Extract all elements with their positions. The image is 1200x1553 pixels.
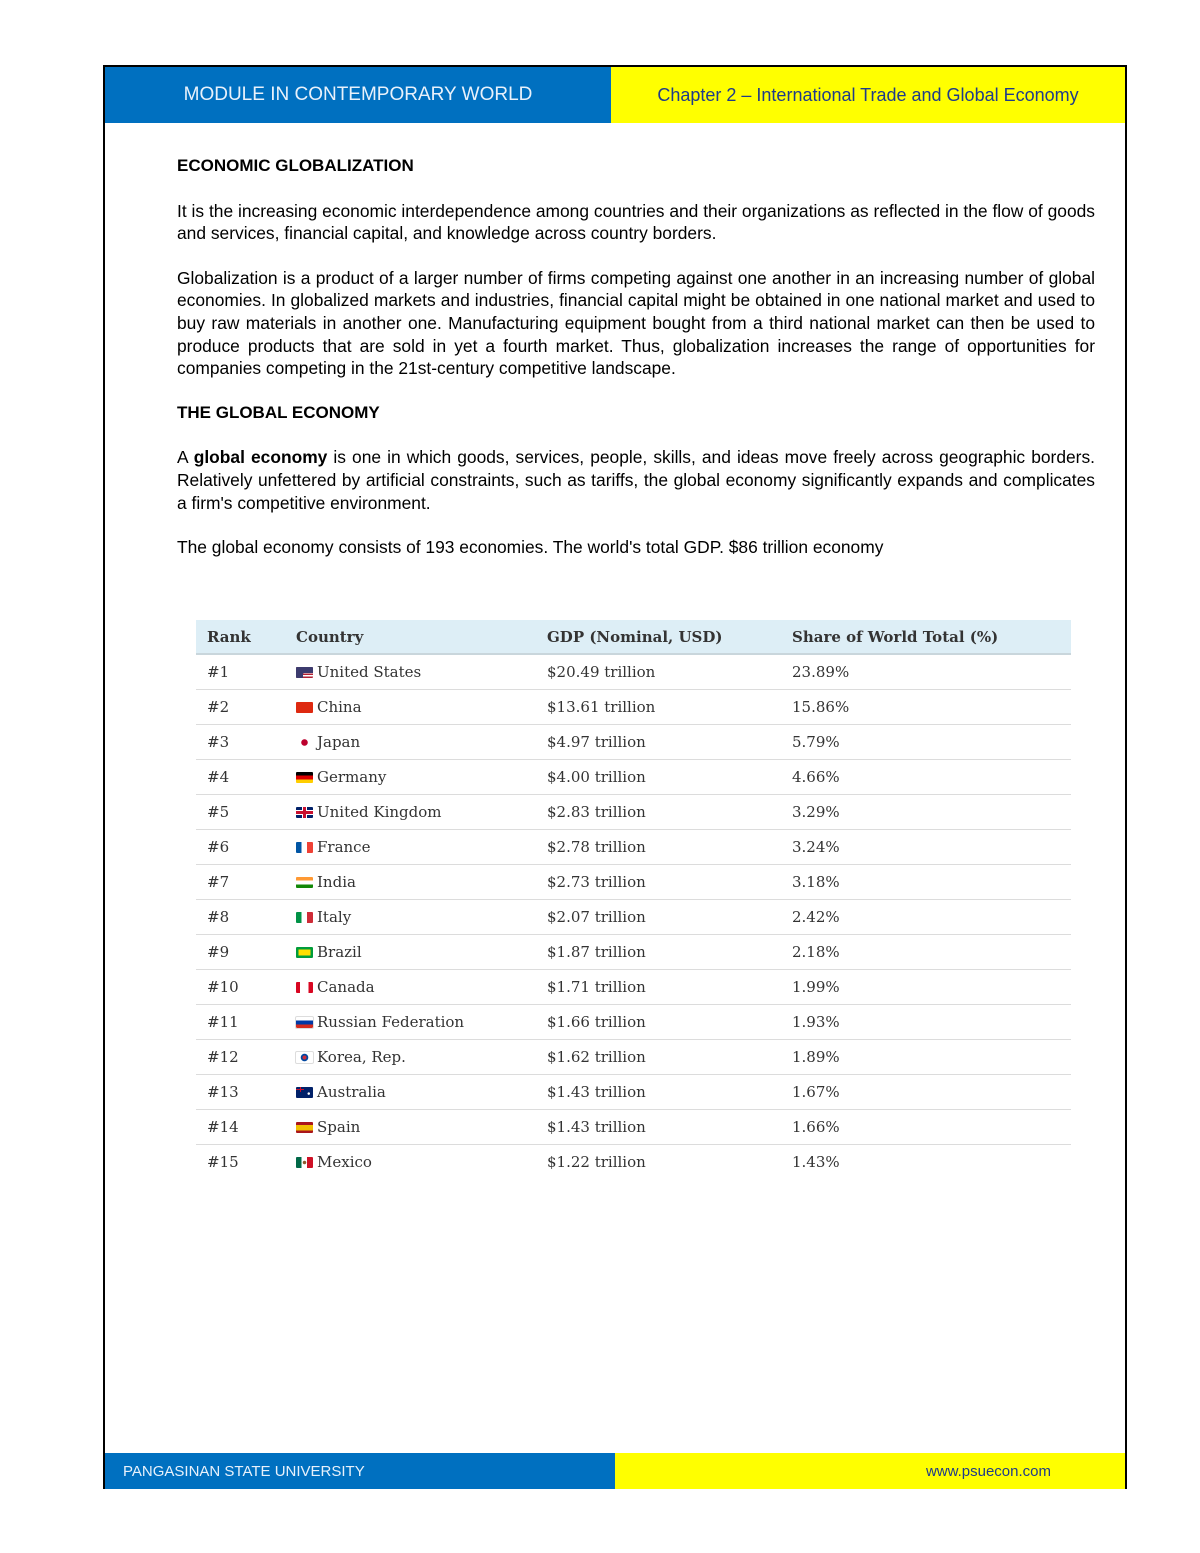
table-row — [196, 1110, 1071, 1145]
country-name: Canada — [317, 978, 375, 996]
cell-rank: #9 — [196, 935, 285, 970]
cell-rank: #6 — [196, 830, 285, 865]
it-flag-icon — [296, 912, 313, 923]
gdp-table — [196, 620, 1071, 1172]
cell-share: 15.86% — [781, 690, 1071, 725]
cell-gdp: $1.66 trillion — [536, 1005, 781, 1040]
table-row — [196, 795, 1071, 830]
cell-rank: #8 — [196, 900, 285, 935]
cell-country — [285, 654, 536, 690]
country-name: Brazil — [317, 943, 362, 961]
cell-country — [285, 970, 536, 1005]
cell-share: 2.42% — [781, 900, 1071, 935]
table-row — [196, 935, 1071, 970]
footer-website: www.psuecon.com — [615, 1453, 1125, 1489]
cell-gdp: $20.49 trillion — [536, 654, 781, 690]
cell-rank: #7 — [196, 865, 285, 900]
us-flag-icon — [296, 667, 313, 678]
cell-rank: #4 — [196, 760, 285, 795]
table-header-row — [196, 620, 1071, 654]
cell-share: 2.18% — [781, 935, 1071, 970]
cell-country — [285, 1110, 536, 1145]
cell-country — [285, 760, 536, 795]
cell-country — [285, 1005, 536, 1040]
paragraph-economies-count: The global economy consists of 193 economies. The world's total GDP. $86 trillion economy — [177, 537, 884, 558]
text-rest: is one in which goods, services, people, skills, and ideas move freely across geographic borders. Relatively unfettered by artificial constraints, such as tariffs, the global economy significantly expands and complicates a firm's competitive environment. — [177, 447, 1095, 513]
col-header-country: Country — [285, 620, 536, 654]
cell-share: 3.29% — [781, 795, 1071, 830]
country-name: Japan — [317, 733, 361, 751]
br-flag-icon — [296, 947, 313, 958]
table-row — [196, 690, 1071, 725]
cell-share: 1.43% — [781, 1145, 1071, 1173]
document-body — [177, 155, 1095, 581]
cell-country — [285, 1040, 536, 1075]
table-row — [196, 760, 1071, 795]
table-row — [196, 1040, 1071, 1075]
cell-gdp: $13.61 trillion — [536, 690, 781, 725]
cell-share: 3.18% — [781, 865, 1071, 900]
mx-flag-icon — [296, 1157, 313, 1168]
cell-gdp: $2.73 trillion — [536, 865, 781, 900]
cell-country — [285, 795, 536, 830]
cell-gdp: $2.78 trillion — [536, 830, 781, 865]
cell-share: 1.93% — [781, 1005, 1071, 1040]
cell-rank: #13 — [196, 1075, 285, 1110]
fr-flag-icon — [296, 842, 313, 853]
cell-share: 4.66% — [781, 760, 1071, 795]
paragraph-globalization: Globalization is a product of a larger number of firms competing against one another in an increasing number of global economies. In globalized markets and industries, financial capital might be obtained in one national market and used to buy raw materials in another one. Manufacturing equipment bought from a third national market can then be used to produce products that are sold in yet a fourth market. Thus, globalization increases the range of opportunities for companies competing in the 21st-century competitive landscape. — [177, 267, 1095, 379]
country-name: Russian Federation — [317, 1013, 465, 1031]
term-global-economy: global economy — [193, 447, 328, 468]
cell-rank: #2 — [196, 690, 285, 725]
cell-country — [285, 690, 536, 725]
table-row — [196, 1075, 1071, 1110]
cell-gdp: $2.07 trillion — [536, 900, 781, 935]
cell-country — [285, 830, 536, 865]
cell-gdp: $4.97 trillion — [536, 725, 781, 760]
country-name: United States — [317, 663, 422, 681]
cell-gdp: $2.83 trillion — [536, 795, 781, 830]
cell-share: 1.67% — [781, 1075, 1071, 1110]
gdp-table-image — [196, 620, 1071, 1172]
cell-country — [285, 1075, 536, 1110]
table-row — [196, 725, 1071, 760]
table-row — [196, 970, 1071, 1005]
cell-share: 1.99% — [781, 970, 1071, 1005]
gb-flag-icon — [296, 807, 313, 818]
country-name: Spain — [317, 1118, 361, 1136]
ru-flag-icon — [296, 1017, 313, 1028]
country-name: United Kingdom — [317, 803, 442, 821]
cell-rank: #15 — [196, 1145, 285, 1173]
cell-share: 1.66% — [781, 1110, 1071, 1145]
in-flag-icon — [296, 877, 313, 888]
au-flag-icon — [296, 1087, 313, 1098]
cell-gdp: $1.71 trillion — [536, 970, 781, 1005]
cell-gdp: $4.00 trillion — [536, 760, 781, 795]
country-name: Germany — [317, 768, 387, 786]
table-row — [196, 654, 1071, 690]
ca-flag-icon — [296, 982, 313, 993]
country-name: Korea, Rep. — [317, 1048, 406, 1066]
cell-country — [285, 1145, 536, 1173]
cell-gdp: $1.62 trillion — [536, 1040, 781, 1075]
country-name: France — [317, 838, 371, 856]
cell-rank: #14 — [196, 1110, 285, 1145]
section-title-global-economy: THE GLOBAL ECONOMY — [177, 402, 380, 422]
paragraph-global-economy — [177, 446, 1095, 514]
country-name: China — [317, 698, 362, 716]
table-body — [196, 654, 1071, 1172]
cell-rank: #3 — [196, 725, 285, 760]
col-header-share: Share of World Total (%) — [781, 620, 1071, 654]
jp-flag-icon — [296, 737, 313, 748]
kr-flag-icon — [296, 1052, 313, 1063]
col-header-gdp: GDP (Nominal, USD) — [536, 620, 781, 654]
header-chapter-title: Chapter 2 – International Trade and Global Economy — [611, 67, 1125, 123]
de-flag-icon — [296, 772, 313, 783]
country-name: Italy — [317, 908, 352, 926]
cn-flag-icon — [296, 702, 313, 713]
section-title-economic-globalization: ECONOMIC GLOBALIZATION — [177, 156, 414, 175]
table-row — [196, 900, 1071, 935]
cell-rank: #5 — [196, 795, 285, 830]
cell-share: 3.24% — [781, 830, 1071, 865]
es-flag-icon — [296, 1122, 313, 1133]
country-name: India — [317, 873, 356, 891]
cell-gdp: $1.87 trillion — [536, 935, 781, 970]
table-row — [196, 830, 1071, 865]
country-name: Australia — [317, 1083, 386, 1101]
cell-rank: #10 — [196, 970, 285, 1005]
cell-share: 5.79% — [781, 725, 1071, 760]
text-lead: A — [177, 447, 194, 468]
cell-rank: #1 — [196, 654, 285, 690]
footer-university: PANGASINAN STATE UNIVERSITY — [105, 1453, 615, 1489]
paragraph-definition: It is the increasing economic interdependence among countries and their organizations as reflected in the flow of goods and services, financial capital, and knowledge across country borders. — [177, 200, 1095, 244]
cell-gdp: $1.43 trillion — [536, 1110, 781, 1145]
cell-gdp: $1.22 trillion — [536, 1145, 781, 1173]
cell-country — [285, 935, 536, 970]
cell-share: 23.89% — [781, 654, 1071, 690]
col-header-rank: Rank — [196, 620, 285, 654]
cell-rank: #11 — [196, 1005, 285, 1040]
header-module-title: MODULE IN CONTEMPORARY WORLD — [105, 67, 611, 123]
country-name: Mexico — [317, 1153, 372, 1171]
cell-country — [285, 725, 536, 760]
document-page — [103, 65, 1127, 1489]
cell-share: 1.89% — [781, 1040, 1071, 1075]
table-row — [196, 865, 1071, 900]
cell-gdp: $1.43 trillion — [536, 1075, 781, 1110]
table-row — [196, 1005, 1071, 1040]
table-row — [196, 1145, 1071, 1173]
cell-country — [285, 900, 536, 935]
cell-country — [285, 865, 536, 900]
cell-rank: #12 — [196, 1040, 285, 1075]
